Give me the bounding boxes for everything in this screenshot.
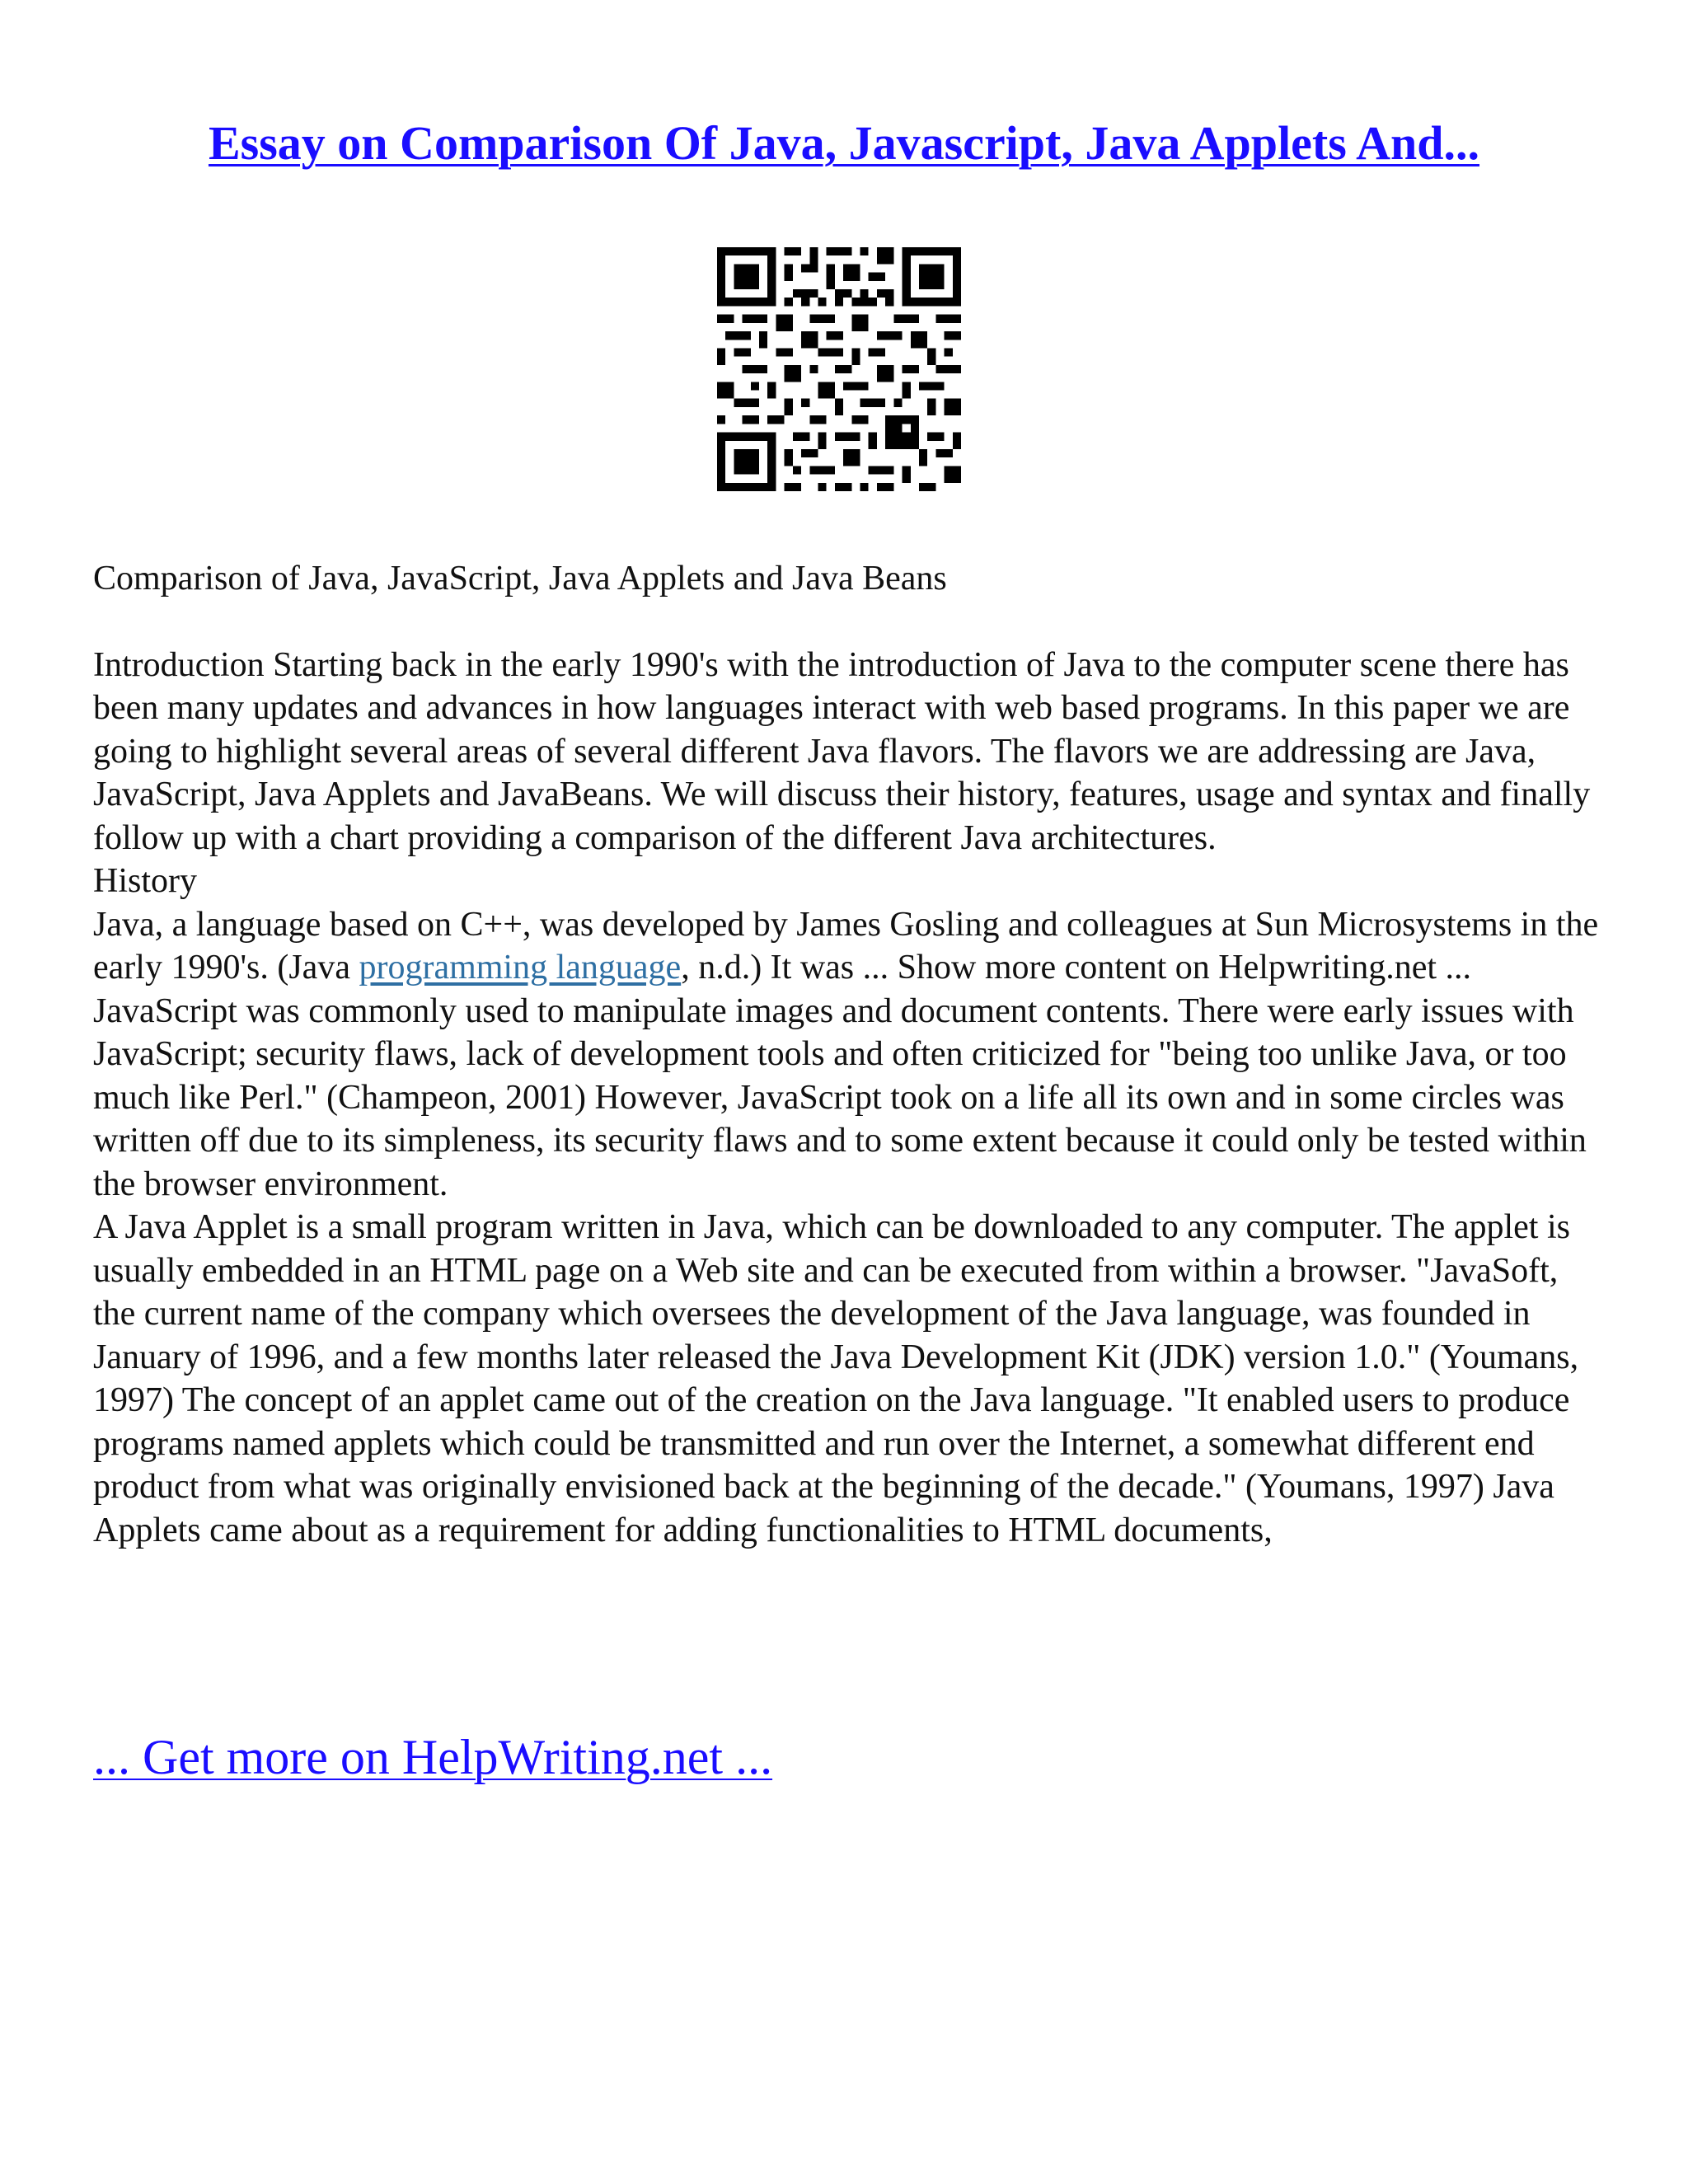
more-link-container [93, 1729, 772, 1786]
qr-code-icon [717, 247, 961, 491]
applet-paragraph: A Java Applet is a small program written in Java, which can be downloaded to any computer. The applet is usually embedded in an HTML page on a Web site and can be executed from within a browser. "JavaSoft, the current name of the company which oversees the development of the Java language, was founded in January of 1996, and a few months later released the Java Development Kit (JDK) version 1.0." (Youmans, 1997) The concept of an applet came out of the creation on the Java language. "It enabled users to produce programs named applets which could be transmitted and run over the Internet, a somewhat different end product from what was originally envisioned back at the beginning of the decade." (Youmans, 1997) Java Applets came about as a requirement for adding functionalities to HTML documents, [93, 1208, 1579, 1549]
intro-paragraph: Introduction Starting back in the early 1990's with the introduction of Java to the computer scene there has been many updates and advances in how languages interact with web based programs. In this paper we are going to highlight several areas of several different Java flavors. The flavors we are addressing are Java, JavaScript, Java Applets and JavaBeans. We will discuss their history, features, usage and syntax and finally follow up with a chart providing a comparison of the different Java architectures. [93, 645, 1591, 857]
history-text-after: , n.d.) It was ... Show more content on Helpwriting.net ... [681, 949, 1472, 987]
essay-body [93, 557, 1601, 1552]
title-container [0, 115, 1688, 171]
page-title-link[interactable]: Essay on Comparison Of Java, Javascript, Java Applets And... [208, 116, 1480, 170]
programming-language-link[interactable]: programming language [359, 949, 682, 987]
history-heading: History [93, 862, 197, 900]
history-paragraph [93, 903, 1601, 990]
essay-subtitle: Comparison of Java, JavaScript, Java Applets and Java Beans [93, 560, 947, 598]
javascript-paragraph: JavaScript was commonly used to manipulate images and document contents. There were early issues with JavaScript; security flaws, lack of development tools and often criticized for "being too unlike Java, or too much like Perl." (Champeon, 2001) However, JavaScript took on a life all its own and in some circles was written off due to its simpleness, its security flaws and to some extent because it could only be tested within the browser environment. [93, 991, 1587, 1203]
get-more-link[interactable]: ... Get more on HelpWriting.net ... [93, 1730, 773, 1784]
history-text-before: Java, a language based on C++, was developed by James Gosling and colleagues at Sun Microsystems in the early 1990's. (Java [93, 905, 1599, 987]
